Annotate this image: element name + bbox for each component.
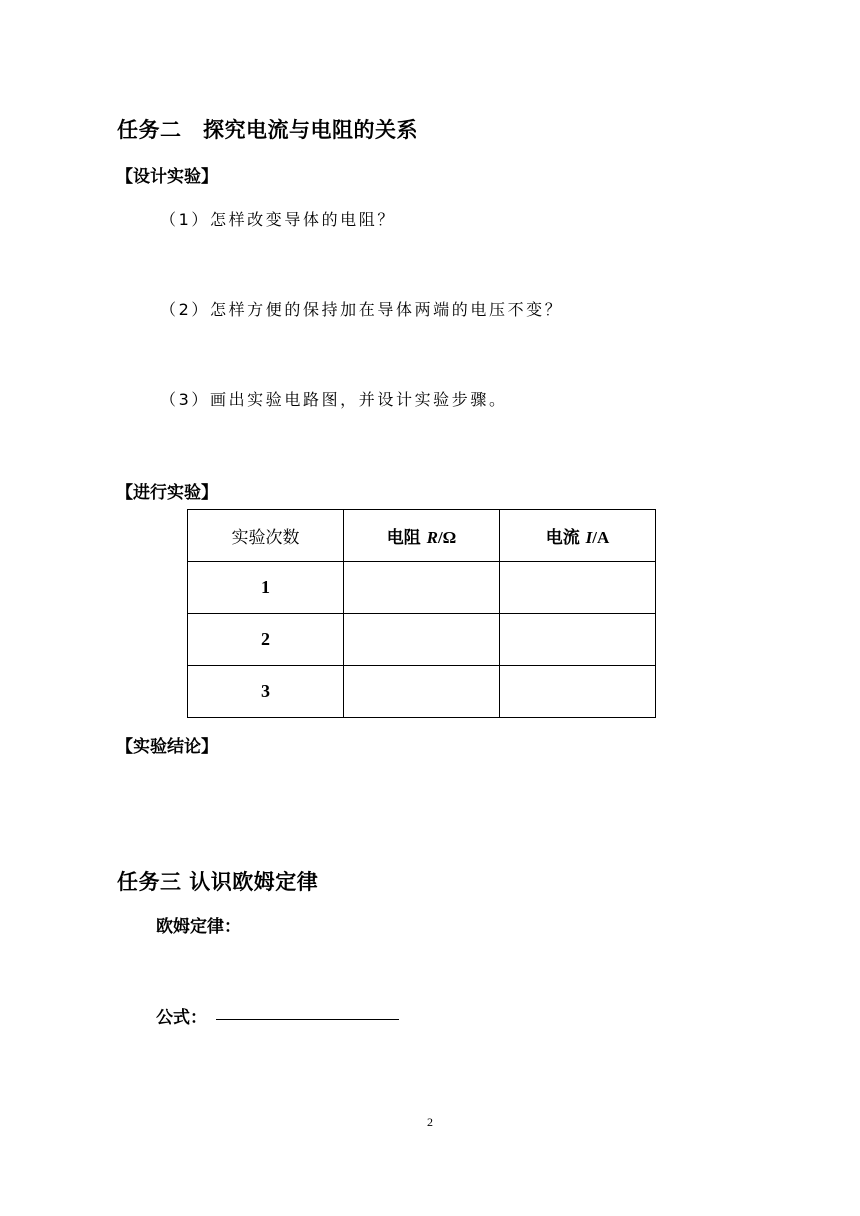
question-3: （3）画出实验电路图，并设计实验步骤。 [160, 390, 508, 409]
header-resistance: 电阻 R/Ω [344, 510, 500, 562]
header-current: 电流 I/A [500, 510, 656, 562]
table-row [188, 562, 656, 614]
resistance-cell[interactable] [344, 562, 500, 614]
task3-title: 任务三 认识欧姆定律 [117, 870, 319, 894]
trial-cell: 1 [188, 562, 344, 614]
resistance-cell[interactable] [344, 666, 500, 718]
formula-label: 公式： [156, 1008, 207, 1028]
formula-blank-line[interactable] [216, 1019, 399, 1020]
current-cell[interactable] [500, 562, 656, 614]
current-cell[interactable] [500, 666, 656, 718]
question-2: （2）怎样方便的保持加在导体两端的电压不变？ [160, 300, 564, 319]
header-trial-count: 实验次数 [188, 510, 344, 562]
question-1: （1）怎样改变导体的电阻？ [160, 210, 396, 229]
experiment-conclusion-heading: 【实验结论】 [116, 737, 218, 757]
design-experiment-heading: 【设计实验】 [116, 167, 218, 187]
table-row [188, 666, 656, 718]
experiment-data-table [187, 509, 656, 718]
trial-cell: 2 [188, 614, 344, 666]
table-row [188, 614, 656, 666]
conduct-experiment-heading: 【进行实验】 [116, 483, 218, 503]
page-number: 2 [427, 1115, 433, 1129]
task2-title: 任务二 探究电流与电阻的关系 [117, 118, 418, 142]
table-header-row [188, 510, 656, 562]
current-cell[interactable] [500, 614, 656, 666]
ohms-law-label: 欧姆定律： [156, 917, 241, 937]
trial-cell: 3 [188, 666, 344, 718]
resistance-cell[interactable] [344, 614, 500, 666]
